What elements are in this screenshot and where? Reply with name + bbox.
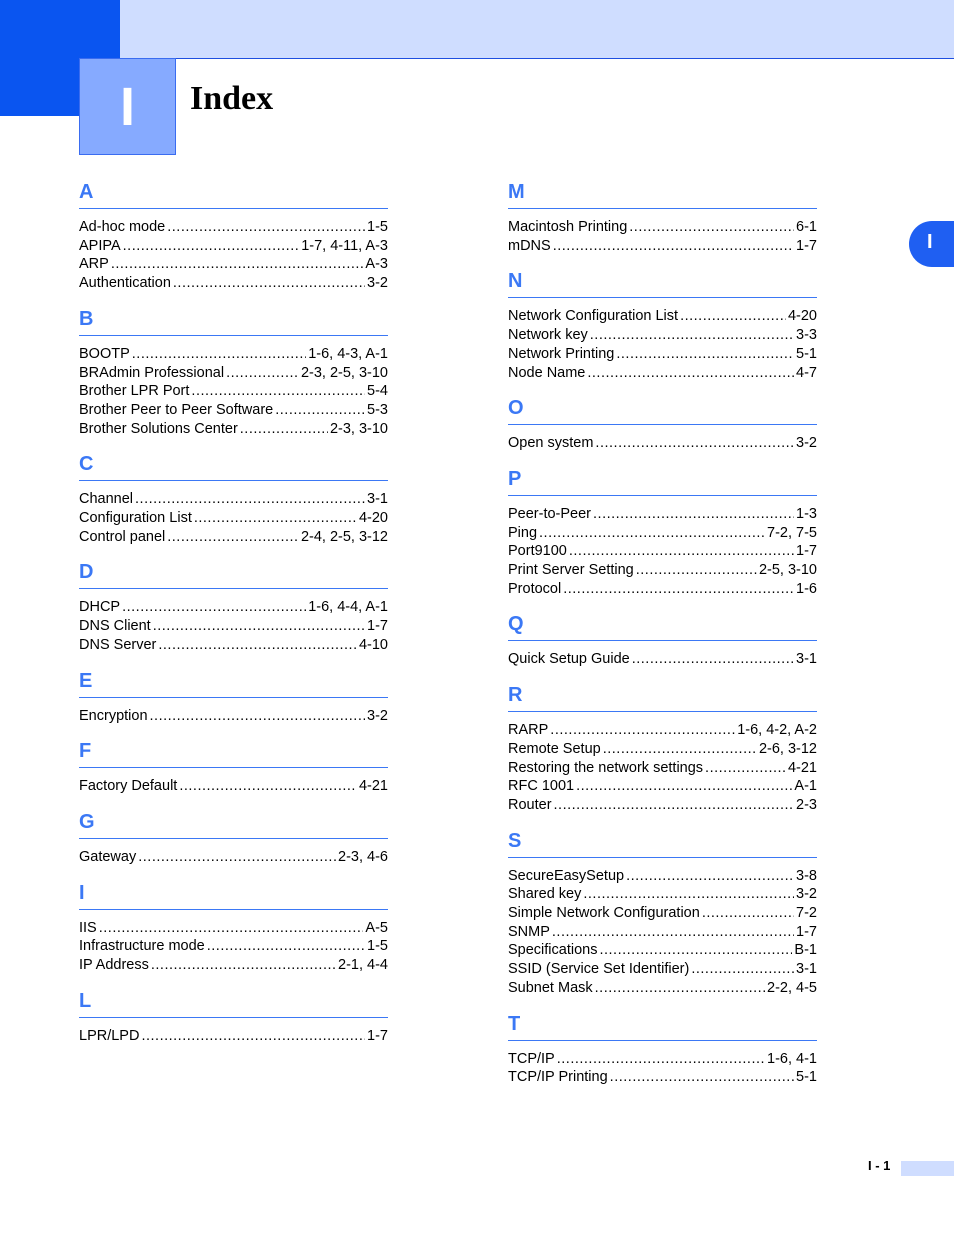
index-term: Router: [508, 796, 552, 813]
index-term: Port9100: [508, 543, 567, 560]
section-letter: I: [79, 879, 388, 910]
page-reference: B-1: [794, 942, 817, 959]
dot-leader: [583, 885, 794, 904]
index-entry[interactable]: [508, 580, 817, 599]
index-section: [79, 178, 388, 293]
page-reference: 5-1: [796, 1069, 817, 1086]
index-entry[interactable]: [508, 1068, 817, 1087]
dot-leader: [616, 345, 794, 364]
dot-leader: [153, 617, 365, 636]
page-reference: 3-2: [796, 435, 817, 452]
index-term: TCP/IP: [508, 1050, 555, 1067]
section-letter: N: [508, 267, 817, 298]
index-entry[interactable]: [79, 490, 388, 509]
dot-leader: [610, 1068, 794, 1087]
index-term: Brother Peer to Peer Software: [79, 401, 274, 418]
dot-leader: [552, 923, 794, 942]
page-reference: 3-2: [367, 707, 388, 724]
index-term: BRAdmin Professional: [79, 364, 225, 381]
footer-bar: [901, 1161, 954, 1176]
index-entry[interactable]: [508, 326, 817, 345]
chapter-letter-box: [79, 58, 176, 155]
dot-leader: [158, 636, 357, 655]
index-section: [79, 737, 388, 796]
side-tab-label: I: [927, 231, 933, 253]
dot-leader: [191, 382, 365, 401]
index-column-left: [79, 178, 388, 1057]
dot-leader: [590, 326, 794, 345]
index-term: TCP/IP Printing: [508, 1069, 608, 1086]
dot-leader: [705, 759, 786, 778]
dot-leader: [132, 345, 306, 364]
dot-leader: [576, 777, 792, 796]
index-entry[interactable]: [508, 867, 817, 886]
dot-leader: [563, 580, 794, 599]
index-entry[interactable]: [508, 979, 817, 998]
index-term: BOOTP: [79, 345, 130, 362]
index-entry[interactable]: [508, 237, 817, 256]
page-reference: 3-3: [796, 327, 817, 344]
page-reference: 4-10: [358, 636, 388, 653]
index-entry[interactable]: [79, 937, 388, 956]
page-reference: 4-21: [358, 778, 388, 795]
index-entry[interactable]: [508, 960, 817, 979]
index-entry[interactable]: [508, 364, 817, 383]
section-letter: S: [508, 827, 817, 858]
page-reference: 3-2: [367, 275, 388, 292]
index-term: mDNS: [508, 237, 551, 254]
index-section: [79, 987, 388, 1046]
page-reference: 1-6, 4-4, A-1: [308, 599, 388, 616]
dot-leader: [141, 1027, 365, 1046]
dot-leader: [550, 721, 735, 740]
dot-leader: [587, 364, 794, 383]
index-entry[interactable]: [79, 598, 388, 617]
page-reference: 2-4, 2-5, 3-12: [300, 528, 388, 545]
section-letter: L: [79, 987, 388, 1018]
page-reference: 1-6, 4-3, A-1: [308, 345, 388, 362]
index-term: ARP: [79, 256, 109, 273]
index-term: Protocol: [508, 580, 562, 597]
index-section: [79, 450, 388, 546]
dot-leader: [240, 420, 328, 439]
section-letter: B: [79, 305, 388, 336]
section-letter: G: [79, 808, 388, 839]
dot-leader: [207, 937, 365, 956]
index-term: Node Name: [508, 364, 586, 381]
dot-leader: [167, 218, 365, 237]
page-reference: 1-7, 4-11, A-3: [301, 237, 388, 254]
index-entry[interactable]: [79, 848, 388, 867]
index-entry[interactable]: [508, 542, 817, 561]
index-entry[interactable]: [79, 528, 388, 547]
index-entry[interactable]: [508, 904, 817, 923]
dot-leader: [179, 777, 357, 796]
index-entry[interactable]: [508, 885, 817, 904]
index-entry[interactable]: [508, 307, 817, 326]
index-term: Control panel: [79, 528, 166, 545]
index-term: Brother Solutions Center: [79, 420, 238, 437]
dot-leader: [691, 960, 794, 979]
page-reference: 3-2: [796, 886, 817, 903]
index-section: [79, 558, 388, 654]
page-reference: 1-5: [367, 938, 388, 955]
page-reference: 5-1: [796, 345, 817, 362]
page-reference: 1-6, 4-2, A-2: [737, 722, 817, 739]
section-letter: A: [79, 178, 388, 209]
index-term: DHCP: [79, 599, 121, 616]
index-term: Brother LPR Port: [79, 383, 190, 400]
page-reference: A-1: [794, 778, 817, 795]
index-section: [508, 681, 817, 815]
index-term: LPR/LPD: [79, 1027, 140, 1044]
index-term: Subnet Mask: [508, 979, 593, 996]
index-term: Specifications: [508, 942, 598, 959]
page-reference: 4-7: [796, 364, 817, 381]
index-term: Peer-to-Peer: [508, 505, 592, 522]
index-entry[interactable]: [508, 796, 817, 815]
index-term: Factory Default: [79, 778, 178, 795]
page-reference: 1-6, 4-1: [767, 1050, 817, 1067]
index-section: [508, 610, 817, 669]
index-term: Ad-hoc mode: [79, 219, 166, 235]
dot-leader: [629, 218, 794, 237]
page-reference: 3-1: [796, 961, 817, 978]
page-reference: 2-1, 4-4: [338, 957, 388, 974]
index-section: [79, 305, 388, 439]
page-reference: 1-7: [796, 543, 817, 560]
section-letter: D: [79, 558, 388, 589]
page-reference: 5-3: [367, 401, 388, 418]
index-term: Network Configuration List: [508, 308, 679, 325]
section-letter: P: [508, 465, 817, 496]
index-section: [508, 394, 817, 453]
index-term: Remote Setup: [508, 740, 601, 757]
index-term: Open system: [508, 435, 594, 452]
dot-leader: [557, 1050, 765, 1069]
page-reference: 1-7: [796, 237, 817, 254]
index-entry[interactable]: [508, 524, 817, 543]
page-reference: 1-5: [367, 219, 388, 235]
index-entry[interactable]: [79, 617, 388, 636]
dot-leader: [599, 941, 792, 960]
dot-leader: [167, 528, 299, 547]
index-term: Restoring the network settings: [508, 759, 704, 776]
dot-leader: [636, 561, 757, 580]
page-reference: 1-3: [796, 505, 817, 522]
index-term: RARP: [508, 722, 549, 739]
index-entry[interactable]: [79, 707, 388, 726]
index-term: Encryption: [79, 707, 148, 724]
index-term: Channel: [79, 491, 134, 508]
page-reference: 2-3, 2-5, 3-10: [300, 364, 388, 381]
dot-leader: [275, 401, 365, 420]
dot-leader: [680, 307, 786, 326]
index-entry[interactable]: [508, 505, 817, 524]
page-reference: 3-1: [796, 651, 817, 668]
page-reference: 7-2, 7-5: [767, 524, 817, 541]
index-section: [508, 465, 817, 599]
dot-leader: [138, 848, 336, 867]
dot-leader: [626, 867, 794, 886]
index-term: Network key: [508, 327, 588, 344]
index-entry[interactable]: [79, 218, 388, 237]
index-entry[interactable]: [79, 956, 388, 975]
dot-leader: [539, 524, 765, 543]
index-entry[interactable]: [508, 1050, 817, 1069]
dot-leader: [173, 274, 365, 293]
index-section: [508, 178, 817, 255]
index-section: [508, 267, 817, 382]
page-reference: 2-6, 3-12: [758, 740, 817, 757]
dot-leader: [150, 707, 366, 726]
index-entry[interactable]: [79, 345, 388, 364]
index-term: APIPA: [79, 237, 121, 254]
index-term: Quick Setup Guide: [508, 651, 630, 668]
dot-leader: [123, 237, 300, 256]
index-entry[interactable]: [508, 721, 817, 740]
page-reference: 5-4: [367, 383, 388, 400]
index-entry[interactable]: [508, 434, 817, 453]
index-entry[interactable]: [79, 919, 388, 938]
page-reference: 3-1: [367, 491, 388, 508]
index-entry[interactable]: [508, 740, 817, 759]
index-section: [79, 667, 388, 726]
dot-leader: [122, 598, 306, 617]
page-reference: 1-7: [796, 923, 817, 940]
index-term: IIS: [79, 919, 97, 936]
index-entry[interactable]: [508, 650, 817, 669]
index-term: IP Address: [79, 957, 149, 974]
index-term: Macintosh Printing: [508, 219, 628, 235]
index-section: [79, 808, 388, 867]
dot-leader: [111, 255, 364, 274]
index-term: Gateway: [79, 848, 137, 865]
index-term: SecureEasySetup: [508, 867, 625, 884]
section-letter: Q: [508, 610, 817, 641]
index-term: Configuration List: [79, 510, 192, 527]
page-reference: 3-8: [796, 867, 817, 884]
section-letter: E: [79, 667, 388, 698]
index-entry[interactable]: [79, 274, 388, 293]
page-reference: 1-6: [796, 580, 817, 597]
page-reference: 4-21: [787, 759, 817, 776]
index-section: [508, 827, 817, 998]
page-reference: 4-20: [787, 308, 817, 325]
index-term: Network Printing: [508, 345, 615, 362]
index-entry[interactable]: [508, 777, 817, 796]
index-term: RFC 1001: [508, 778, 575, 795]
dot-leader: [595, 979, 765, 998]
index-term: DNS Client: [79, 618, 151, 635]
page-reference: 1-7: [367, 1027, 388, 1044]
index-term: Simple Network Configuration: [508, 905, 700, 922]
index-entry[interactable]: [508, 345, 817, 364]
index-term: SSID (Service Set Identifier): [508, 961, 690, 978]
dot-leader: [593, 505, 794, 524]
dot-leader: [99, 919, 364, 938]
index-entry[interactable]: [79, 237, 388, 256]
dot-leader: [151, 956, 336, 975]
index-entry[interactable]: [79, 255, 388, 274]
index-term: Print Server Setting: [508, 562, 634, 579]
dot-leader: [569, 542, 794, 561]
index-entry[interactable]: [79, 509, 388, 528]
dot-leader: [194, 509, 357, 528]
dot-leader: [595, 434, 794, 453]
index-entry[interactable]: [508, 759, 817, 778]
index-entry[interactable]: [79, 1027, 388, 1046]
index-term: Infrastructure mode: [79, 938, 205, 955]
index-entry[interactable]: [79, 401, 388, 420]
index-term: Authentication: [79, 275, 171, 292]
page-reference: A-5: [365, 919, 388, 936]
page-reference: 6-1: [796, 219, 817, 235]
index-term: Shared key: [508, 886, 582, 903]
index-term: SNMP: [508, 923, 550, 940]
chapter-letter: I: [119, 76, 135, 137]
page-reference: 2-5, 3-10: [758, 562, 817, 579]
index-section: [79, 879, 388, 975]
index-entry[interactable]: [79, 636, 388, 655]
index-entry[interactable]: [79, 364, 388, 383]
section-letter: O: [508, 394, 817, 425]
page-reference: 2-3, 3-10: [329, 420, 388, 437]
page-reference: 7-2: [796, 905, 817, 922]
index-entry[interactable]: [79, 420, 388, 439]
dot-leader: [632, 650, 794, 669]
section-letter: C: [79, 450, 388, 481]
dot-leader: [553, 237, 794, 256]
dot-leader: [603, 740, 757, 759]
index-section: [508, 1010, 817, 1087]
page-number: I - 1: [868, 1158, 891, 1173]
page-reference: 1-7: [367, 618, 388, 635]
dot-leader: [702, 904, 794, 923]
page-title: Index: [190, 80, 274, 117]
dot-leader: [135, 490, 365, 509]
page-reference: 2-3, 4-6: [338, 848, 388, 865]
dot-leader: [226, 364, 299, 383]
index-entry[interactable]: [508, 941, 817, 960]
section-letter: M: [508, 178, 817, 209]
section-letter: R: [508, 681, 817, 712]
section-letter: T: [508, 1010, 817, 1041]
side-tab[interactable]: [909, 221, 954, 267]
header-band: [120, 0, 954, 59]
index-entry[interactable]: [508, 218, 817, 237]
page-reference: 2-3: [796, 796, 817, 813]
page-reference: 4-20: [358, 510, 388, 527]
index-entry[interactable]: [79, 777, 388, 796]
index-entry[interactable]: [79, 382, 388, 401]
index-entry[interactable]: [508, 923, 817, 942]
page-reference: 2-2, 4-5: [767, 979, 817, 996]
index-term: DNS Server: [79, 636, 157, 653]
index-term: Ping: [508, 524, 538, 541]
page-reference: A-3: [365, 256, 388, 273]
index-column-right: [508, 178, 817, 1099]
dot-leader: [554, 796, 795, 815]
index-entry[interactable]: [508, 561, 817, 580]
section-letter: F: [79, 737, 388, 768]
